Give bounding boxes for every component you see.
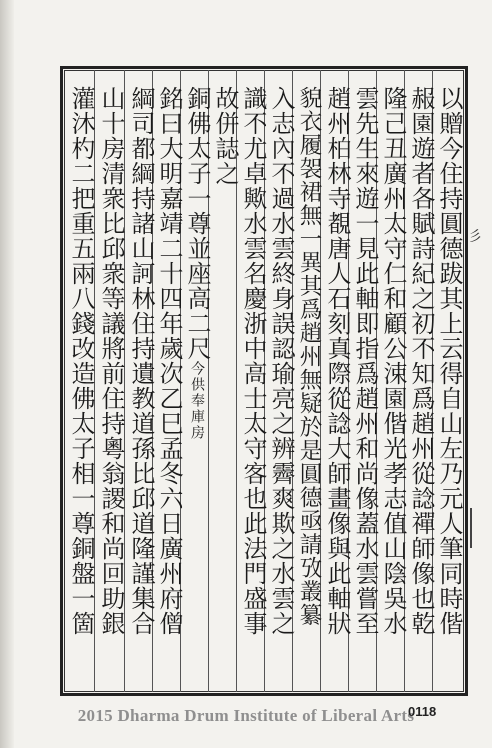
margin-tick bbox=[470, 508, 480, 548]
text-column-1: 以贈今住持圓德跋其上云得自山左乃元人筆同時偕 bbox=[435, 86, 463, 636]
inventory-heading: 銅佛太子一尊並座高二尺 bbox=[183, 86, 211, 361]
page-number: 0118 bbox=[408, 704, 437, 719]
text-column-7: 入志內不過水雲終身誤認瑜亮之辨霽爽欺之水雲之 bbox=[267, 86, 295, 636]
text-column-3: 隆己丑廣州太守仁和顧公涑園偕光孝志值山陰吳水 bbox=[379, 86, 407, 636]
text-column-10 bbox=[182, 86, 212, 441]
text-column-6: 貌衣履袈裙無一異其爲趙州無疑於是圓德亟請攷叢纂 bbox=[296, 86, 322, 627]
text-column-11: 銘曰大明嘉靖二十四年歲次乙巳孟冬六日廣州府僧 bbox=[155, 86, 183, 636]
binding-gutter bbox=[0, 0, 14, 748]
text-column-8: 識不尤卓歟水雲名慶浙中高士太守客也此法門盛事 bbox=[239, 86, 267, 636]
text-column-2: 赧園遊者各賦詩紀之初不知爲趙州從諗禪師像也乾 bbox=[407, 86, 435, 636]
text-column-4: 雲先生來遊一見此軸即指爲趙州和尚像蓋水雲嘗至 bbox=[351, 86, 379, 636]
inventory-note: 今供奉庫房 bbox=[189, 361, 205, 441]
margin-marker: 彡 bbox=[468, 229, 482, 245]
text-column-12: 綱司都綱持諸山訶林住持遺教道孫比邱道隆謹集合 bbox=[127, 86, 155, 636]
copyright-footer: 2015 Dharma Drum Institute of Liberal Arts bbox=[77, 706, 415, 725]
text-column-13: 山十房清衆比邱衆等議將前住持粵翁謖和尚回助銀 bbox=[97, 86, 125, 636]
text-column-14: 灌沐杓二把重五兩八錢改造佛太子相一尊銅盤一箇 bbox=[67, 86, 95, 636]
text-column-5: 趙州柏林寺覩唐人石刻真際從諗大師畫像與此軸狀 bbox=[323, 86, 351, 636]
text-column-9: 故併誌之 bbox=[211, 86, 239, 186]
